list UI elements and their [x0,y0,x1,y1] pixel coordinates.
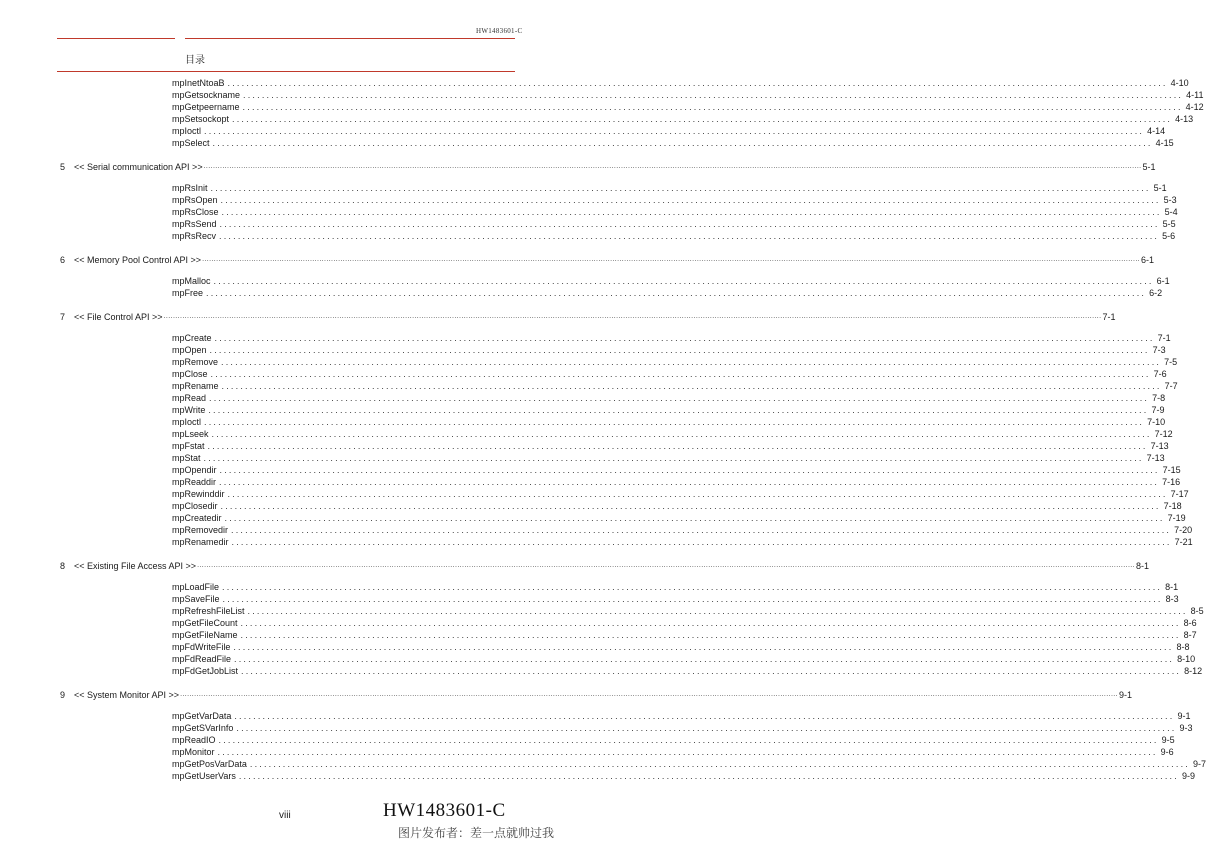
toc-page-number: 4-10 [1170,78,1189,88]
toc-page-number: 7-1 [1157,333,1171,343]
toc-entry-name: mpGetFileName [172,629,241,641]
toc-entry-name: mpRead [172,392,209,404]
toc-leader-dots: ........................................................................................................................................................................................................ [221,381,1162,391]
toc-page-number: 6-2 [1149,288,1163,298]
toc-entry-name: mpRename [172,380,222,392]
toc-entry-row[interactable] [172,593,1179,605]
toc-page-number: 9-1 [1119,690,1133,700]
toc-leader-dots: ........................................................................................................................................................................................................ [204,417,1145,427]
toc-entry-name: mpRsClose [172,206,222,218]
toc-entry-row[interactable] [172,77,1189,89]
toc-page-number: 7-17 [1170,489,1189,499]
toc-page-number: 4-13 [1175,114,1194,124]
toc-entry-row[interactable] [172,356,1178,368]
toc-chapter-number: 9 [60,690,66,700]
toc-entry-row[interactable] [172,230,1176,242]
toc-entry-row[interactable] [172,464,1181,476]
toc-page-number: 7-20 [1174,525,1193,535]
toc-leader-dots: ........................................................................................................................................................................................................ [219,477,1160,487]
toc-chapter-number: 7 [60,312,66,322]
toc-leader-dots: ........................................................................................................................................................................................................ [204,126,1145,136]
toc-leader-dots: ........................................................................................................................................................................................................ [232,114,1173,124]
toc-entry-row[interactable] [172,758,1206,770]
toc-entry-row[interactable] [172,476,1181,488]
toc-leader-dots: ........................................................................................................................................................................................................ [209,345,1150,355]
toc-chapter-row[interactable] [60,560,1150,572]
toc-leader-dots: ........................................................................................................................................................................................................ [231,537,1172,547]
toc-leader-dots: ........................................................................................................................................................................................................ [227,78,1168,88]
toc-entry-row[interactable] [172,275,1170,287]
toc-entry-row[interactable] [172,488,1189,500]
toc-entry-name: mpRemovedir [172,524,231,536]
toc-leader-dots: ........................................................................................................................................................................................................ [211,429,1152,439]
toc-page-number: 5-5 [1162,219,1176,229]
toc-entry-name: mpRewinddir [172,488,228,500]
toc-page-number: 7-3 [1152,345,1166,355]
toc-leader-dots: ........................................................................................................................................................................................................ [209,393,1150,403]
toc-page-number: 9-1 [1177,711,1191,721]
toc-entry-row[interactable] [172,332,1171,344]
toc-entry-name: mpSetsockopt [172,113,232,125]
toc-page-number: 8-7 [1183,630,1197,640]
toc-page-number: 9-6 [1160,747,1174,757]
toc-entry-row[interactable] [172,665,1203,677]
toc-entry-row[interactable] [172,722,1193,734]
toc-page-number: 5-1 [1142,162,1156,172]
toc-entry-name: mpGetFileCount [172,617,241,629]
header-doc-code: HW1483601-C [476,27,523,35]
toc-entry-name: mpRsRecv [172,230,219,242]
toc-leader-dots: ........................................................................................................................................................................................................ [240,618,1181,628]
toc-leader-dots: ................................................................................................................................................................................................................................................................................................................................................................................................................ [197,562,1135,569]
toc-entry-name: mpRemove [172,356,221,368]
toc-entry-name: mpRefreshFileList [172,605,248,617]
toc-page-number: 7-1 [1102,312,1116,322]
toc-leader-dots: ................................................................................................................................................................................................................................................................................................................................................................................................................ [180,691,1118,698]
toc-entry-row[interactable] [172,182,1167,194]
toc-entry-row[interactable] [172,428,1173,440]
toc-entry-name: mpGetSVarInfo [172,722,236,734]
toc-page-number: 8-12 [1184,666,1203,676]
toc-entry-name: mpMalloc [172,275,214,287]
toc-chapter-title: << Serial communication API >> [74,162,203,172]
toc-leader-dots: ........................................................................................................................................................................................................ [227,489,1168,499]
toc-entry-name: mpMonitor [172,746,218,758]
toc-page-number: 7-9 [1151,405,1165,415]
toc-page-number: 4-15 [1155,138,1174,148]
footer-page-number: viii [279,810,291,821]
toc-entry-row[interactable] [172,452,1165,464]
toc-entry-row[interactable] [172,101,1204,113]
toc-entry-name: mpInetNtoaB [172,77,228,89]
toc-leader-dots: ........................................................................................................................................................................................................ [220,501,1161,511]
toc-leader-dots: ........................................................................................................................................................................................................ [231,525,1172,535]
toc-leader-dots: ........................................................................................................................................................................................................ [217,747,1158,757]
toc-leader-dots: ........................................................................................................................................................................................................ [224,513,1165,523]
toc-entry-name: mpReaddir [172,476,219,488]
toc-leader-dots: ........................................................................................................................................................................................................ [241,666,1182,676]
toc-page-number: 7-13 [1150,441,1169,451]
toc-page-number: 7-5 [1164,357,1178,367]
toc-entry-name: mpOpendir [172,464,220,476]
toc-page-number: 8-8 [1176,642,1190,652]
toc-chapter-row[interactable] [60,161,1156,173]
toc-leader-dots: ........................................................................................................................................................................................................ [221,357,1162,367]
toc-leader-dots: ........................................................................................................................................................................................................ [249,759,1190,769]
toc-entry-row[interactable] [172,440,1169,452]
toc-entry-name: mpCreatedir [172,512,225,524]
toc-leader-dots: ........................................................................................................................................................................................................ [206,288,1147,298]
toc-entry-name: mpFree [172,287,206,299]
toc-page-number: 8-3 [1165,594,1179,604]
header-rule-bottom [57,71,515,72]
toc-page-number: 8-10 [1177,654,1196,664]
toc-page-number: 7-16 [1162,477,1181,487]
toc-leader-dots: ........................................................................................................................................................................................................ [210,369,1151,379]
toc-page-number: 7-6 [1153,369,1167,379]
toc-leader-dots: ........................................................................................................................................................................................................ [220,195,1161,205]
toc-entry-row[interactable] [172,500,1182,512]
toc-entry-name: mpGetVarData [172,710,234,722]
toc-entry-name: mpLseek [172,428,212,440]
toc-entry-name: mpGetUserVars [172,770,239,782]
toc-entry-name: mpRenamedir [172,536,232,548]
toc-page-number: 7-13 [1146,453,1165,463]
toc-leader-dots: ........................................................................................................................................................................................................ [210,183,1151,193]
toc-entry-row[interactable] [172,194,1177,206]
toc-leader-dots: ........................................................................................................................................................................................................ [242,102,1183,112]
toc-entry-name: mpRsInit [172,182,211,194]
toc-page-number: 6-1 [1156,276,1170,286]
footer-watermark: 图片发布者：差一点就帅过我 [398,826,555,840]
footer-doc-code: HW1483601-C [383,800,506,821]
toc-page-number: 5-1 [1153,183,1167,193]
toc-entry-name: mpFdReadFile [172,653,234,665]
toc-entry-row[interactable] [172,368,1167,380]
toc-chapter-number: 6 [60,255,66,265]
toc-chapter-row[interactable] [60,689,1133,701]
toc-leader-dots: ........................................................................................................................................................................................................ [222,594,1163,604]
toc-page-number: 5-3 [1163,195,1177,205]
toc-page-number: 5-4 [1164,207,1178,217]
toc-chapter-row[interactable] [60,311,1116,323]
toc-entry-name: mpSaveFile [172,593,223,605]
toc-leader-dots: ........................................................................................................................................................................................................ [219,465,1160,475]
toc-leader-dots: ........................................................................................................................................................................................................ [243,90,1184,100]
toc-page-number: 4-12 [1185,102,1204,112]
toc-entry-row[interactable] [172,524,1193,536]
toc-entry-row[interactable] [172,605,1204,617]
toc-entry-name: mpRsOpen [172,194,221,206]
toc-entry-row[interactable] [172,218,1176,230]
toc-entry-row[interactable] [172,710,1191,722]
toc-leader-dots: ........................................................................................................................................................................................................ [219,231,1160,241]
toc-entry-name: mpSelect [172,137,213,149]
toc-leader-dots: ........................................................................................................................................................................................................ [219,219,1160,229]
toc-leader-dots: ................................................................................................................................................................................................................................................................................................................................................................................................................ [202,256,1141,263]
toc-page-number: 8-1 [1165,582,1179,592]
toc-leader-dots: ........................................................................................................................................................................................................ [212,138,1153,148]
toc-entry-name: mpOpen [172,344,210,356]
toc-entry-row[interactable] [172,653,1196,665]
toc-leader-dots: ........................................................................................................................................................................................................ [233,642,1174,652]
toc-leader-dots: ................................................................................................................................................................................................................................................................................................................................................................................................................ [163,313,1102,320]
header-rule-left [57,38,175,39]
toc-entry-name: mpRsSend [172,218,220,230]
toc-leader-dots: ........................................................................................................................................................................................................ [221,207,1162,217]
toc-chapter-title: << System Monitor API >> [74,690,180,700]
toc-page-number: 8-6 [1183,618,1197,628]
toc-page-number: 7-8 [1152,393,1166,403]
toc-page-number: 7-21 [1174,537,1193,547]
toc-entry-row[interactable] [172,617,1197,629]
toc-page-number: 5-6 [1162,231,1176,241]
toc-entry-row[interactable] [172,89,1204,101]
toc-entry-name: mpFdWriteFile [172,641,233,653]
toc-page-number: 9-5 [1161,735,1175,745]
toc-entry-row[interactable] [172,380,1178,392]
toc-page-number: 9-9 [1181,771,1195,781]
toc-chapter-title: << Memory Pool Control API >> [74,255,202,265]
toc-entry-row[interactable] [172,287,1163,299]
toc-page-number: 8-1 [1136,561,1150,571]
toc-entry-row[interactable] [172,344,1166,356]
toc-entry-row[interactable] [172,113,1194,125]
toc-entry-name: mpClose [172,368,211,380]
toc-entry-name: mpWrite [172,404,208,416]
toc-entry-row[interactable] [172,512,1186,524]
toc-leader-dots: ........................................................................................................................................................................................................ [240,630,1181,640]
toc-leader-dots: ........................................................................................................................................................................................................ [207,441,1148,451]
toc-page-number: 7-12 [1154,429,1173,439]
toc-page-number: 4-14 [1147,126,1166,136]
toc-leader-dots: ........................................................................................................................................................................................................ [203,453,1144,463]
toc-page-number: 9-3 [1179,723,1193,733]
toc-entry-row[interactable] [172,641,1190,653]
toc-leader-dots: ........................................................................................................................................................................................................ [214,333,1155,343]
header-rule-right [185,38,515,39]
toc-entry-name: mpReadIO [172,734,219,746]
toc-leader-dots: ........................................................................................................................................................................................................ [218,735,1159,745]
toc-leader-dots: ........................................................................................................................................................................................................ [208,405,1149,415]
toc-entry-name: mpGetpeername [172,101,243,113]
toc-entry-name: mpGetPosVarData [172,758,250,770]
toc-entry-row[interactable] [172,581,1179,593]
toc-page-number: 9-7 [1192,759,1206,769]
toc-entry-name: mpIoctl [172,125,204,137]
toc-entry-row[interactable] [172,125,1166,137]
toc-leader-dots: ........................................................................................................................................................................................................ [213,276,1154,286]
toc-page-number: 7-15 [1162,465,1181,475]
toc-entry-row[interactable] [172,206,1178,218]
toc-leader-dots: ........................................................................................................................................................................................................ [236,723,1177,733]
toc-page-number: 7-19 [1167,513,1186,523]
toc-entry-row[interactable] [172,137,1174,149]
toc-entry-name: mpClosedir [172,500,221,512]
toc-page-number: 6-1 [1141,255,1155,265]
toc-entry-row[interactable] [172,746,1174,758]
toc-entry-name: mpFstat [172,440,208,452]
toc-entry-row[interactable] [172,392,1166,404]
toc-entry-name: mpFdGetJobList [172,665,241,677]
toc-chapter-number: 8 [60,561,66,571]
toc-page-number: 7-18 [1163,501,1182,511]
toc-entry-name: mpLoadFile [172,581,222,593]
toc-page-number: 7-10 [1147,417,1166,427]
toc-page-number: 8-5 [1190,606,1204,616]
toc-entry-name: mpStat [172,452,204,464]
toc-entry-row[interactable] [172,416,1166,428]
toc-entry-row[interactable] [172,734,1175,746]
toc-chapter-title: << Existing File Access API >> [74,561,197,571]
toc-entry-row[interactable] [172,770,1195,782]
toc-chapter-title: << File Control API >> [74,312,163,322]
toc-entry-row[interactable] [172,629,1197,641]
toc-leader-dots: ........................................................................................................................................................................................................ [247,606,1188,616]
toc-leader-dots: ................................................................................................................................................................................................................................................................................................................................................................................................................ [203,163,1142,170]
toc-entry-row[interactable] [172,536,1193,548]
toc-entry-row[interactable] [172,404,1165,416]
toc-chapter-number: 5 [60,162,66,172]
toc-leader-dots: ........................................................................................................................................................................................................ [238,771,1179,781]
section-title: 目录 [185,55,205,66]
toc-entry-name: mpGetsockname [172,89,243,101]
toc-leader-dots: ........................................................................................................................................................................................................ [234,711,1175,721]
toc-leader-dots: ........................................................................................................................................................................................................ [234,654,1175,664]
toc-entry-name: mpCreate [172,332,215,344]
toc-page-number: 4-11 [1186,90,1204,100]
toc-entry-name: mpIoctl [172,416,204,428]
toc-chapter-row[interactable] [60,254,1155,266]
toc-leader-dots: ........................................................................................................................................................................................................ [222,582,1163,592]
toc-page-number: 7-7 [1164,381,1178,391]
